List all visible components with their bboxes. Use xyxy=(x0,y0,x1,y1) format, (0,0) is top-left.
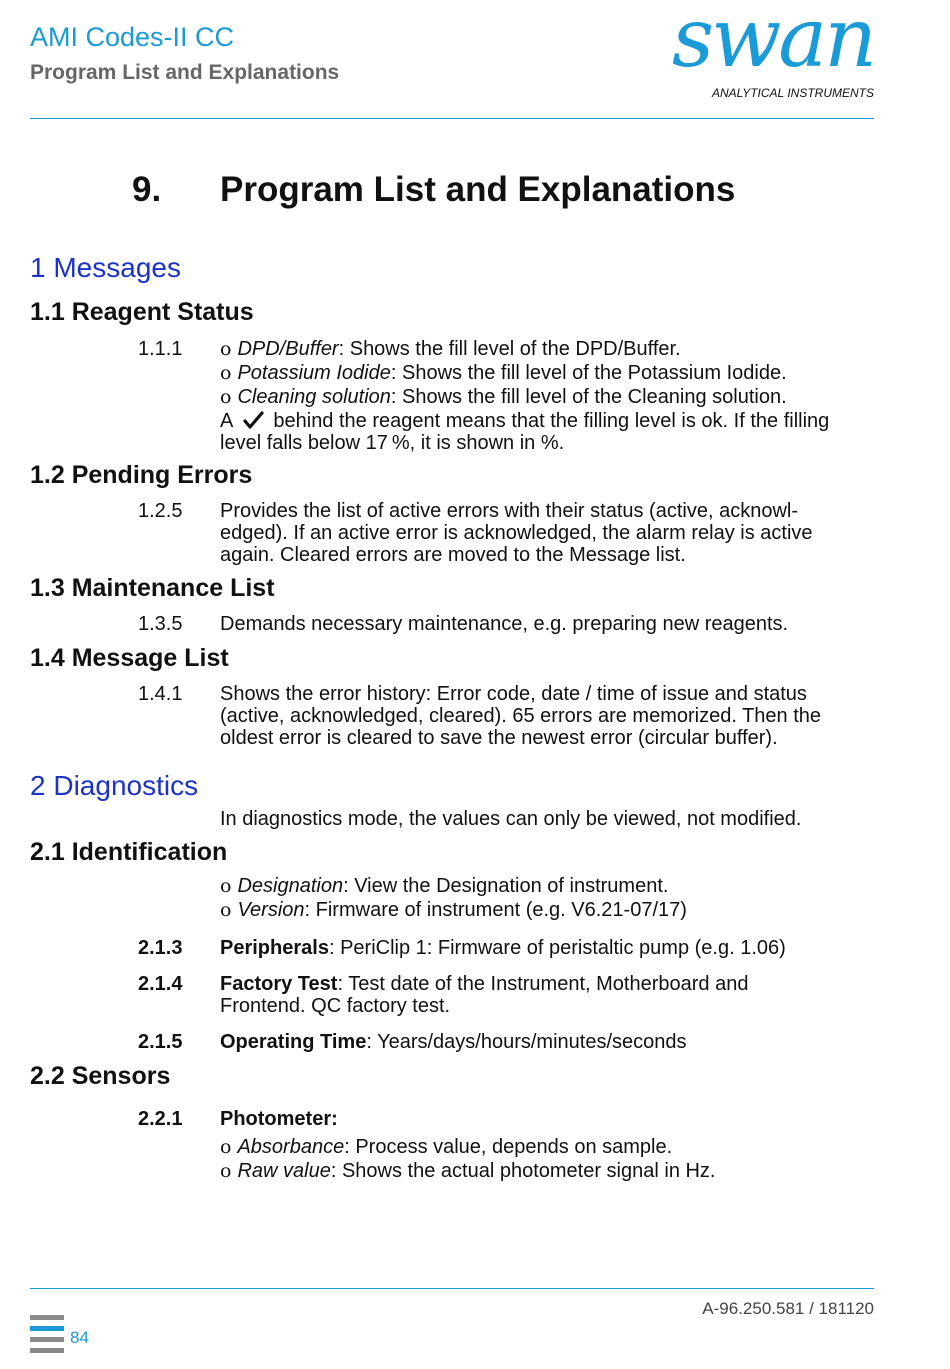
peripherals-body: Peripherals: PeriClip 1: Firmware of peristaltic pump (e.g. 1.06) xyxy=(220,937,786,959)
reagent-note: A behind the reagent means that the filling level is ok. If the filling level falls below 17 %, it is shown in %. xyxy=(220,410,830,454)
bullet-icon: o xyxy=(220,875,232,897)
document-code: A-96.250.581 / 181120 xyxy=(702,1299,874,1318)
bullet-item: o Absorbance: Process value, depends on sample. xyxy=(220,1136,673,1158)
reagent-status-body xyxy=(220,338,880,454)
bullet-item: o Version: Firmware of instrument (e.g. V6.21-07/17) xyxy=(220,899,687,921)
document-subtitle: Program List and Explanations xyxy=(30,61,340,84)
header-rule xyxy=(30,118,874,119)
operating-time-number: 2.1.5 xyxy=(138,1031,183,1053)
section-messages-heading: 1 Messages xyxy=(30,252,181,283)
bullet-item: o Designation: View the Designation of instrument. xyxy=(220,875,669,897)
identification-heading: 2.1 Identification xyxy=(30,838,228,866)
bullet-icon: o xyxy=(220,338,232,360)
logo-tagline: ANALYTICAL INSTRUMENTS xyxy=(711,86,874,100)
bullet-icon: o xyxy=(220,1136,232,1158)
page-number: 84 xyxy=(70,1328,89,1347)
photometer-heading: Photometer: xyxy=(220,1108,338,1130)
identification-bullets xyxy=(220,875,880,921)
pending-errors-number: 1.2.5 xyxy=(138,500,183,522)
reagent-status-heading: 1.1 Reagent Status xyxy=(30,298,254,326)
bullet-icon: o xyxy=(220,1160,232,1182)
check-icon xyxy=(242,410,264,430)
message-list-body: Shows the error history: Error code, date / time of issue and status (active, acknowledged, cleared). 65 errors are memorized. Then the oldest error is cleared to save the newest error (circular buffer). xyxy=(220,683,822,749)
chapter-number: 9. xyxy=(132,170,162,209)
bullet-icon: o xyxy=(220,386,232,408)
peripherals-number: 2.1.3 xyxy=(138,937,183,959)
sensors-heading: 2.2 Sensors xyxy=(30,1062,171,1090)
section-diagnostics-heading: 2 Diagnostics xyxy=(30,770,199,801)
reagent-status-number: 1.1.1 xyxy=(138,338,183,360)
footer-rule xyxy=(30,1288,874,1289)
diagnostics-intro: In diagnostics mode, the values can only be viewed, not modified. xyxy=(220,808,802,830)
pending-errors-body: Provides the list of active errors with their status (active, acknowl- edged). If an active error is acknowledged, the alarm relay is active again. Cleared errors are moved to the Message list. xyxy=(220,500,813,566)
bullet-item: o Raw value: Shows the actual photometer signal in Hz. xyxy=(220,1160,716,1182)
document-title: AMI Codes-II CC xyxy=(30,22,235,52)
swan-logo xyxy=(672,0,874,100)
photometer-number: 2.2.1 xyxy=(138,1108,183,1130)
bullet-icon: o xyxy=(220,362,232,384)
message-list-heading: 1.4 Message List xyxy=(30,644,229,672)
factory-test-number: 2.1.4 xyxy=(138,973,183,995)
pending-errors-heading: 1.2 Pending Errors xyxy=(30,461,253,489)
logo-wordmark: swan xyxy=(672,0,874,86)
bullet-item: o Cleaning solution: Shows the fill level of the Cleaning solution. xyxy=(220,386,787,408)
bullet-item: o DPD/Buffer: Shows the fill level of the DPD/Buffer. xyxy=(220,338,681,360)
chapter-title: Program List and Explanations xyxy=(220,170,736,209)
footer-bars-icon xyxy=(30,1315,64,1359)
bullet-item: o Potassium Iodide: Shows the fill level of the Potassium Iodide. xyxy=(220,362,787,384)
message-list-number: 1.4.1 xyxy=(138,683,183,705)
factory-test-body: Factory Test: Test date of the Instrument, Motherboard and Frontend. QC factory test. xyxy=(220,973,749,1017)
maintenance-list-number: 1.3.5 xyxy=(138,613,183,635)
bullet-icon: o xyxy=(220,899,232,921)
operating-time-body: Operating Time: Years/days/hours/minutes/seconds xyxy=(220,1031,687,1053)
photometer-body xyxy=(220,1108,880,1182)
maintenance-list-heading: 1.3 Maintenance List xyxy=(30,574,275,602)
maintenance-list-body: Demands necessary maintenance, e.g. preparing new reagents. xyxy=(220,613,789,635)
